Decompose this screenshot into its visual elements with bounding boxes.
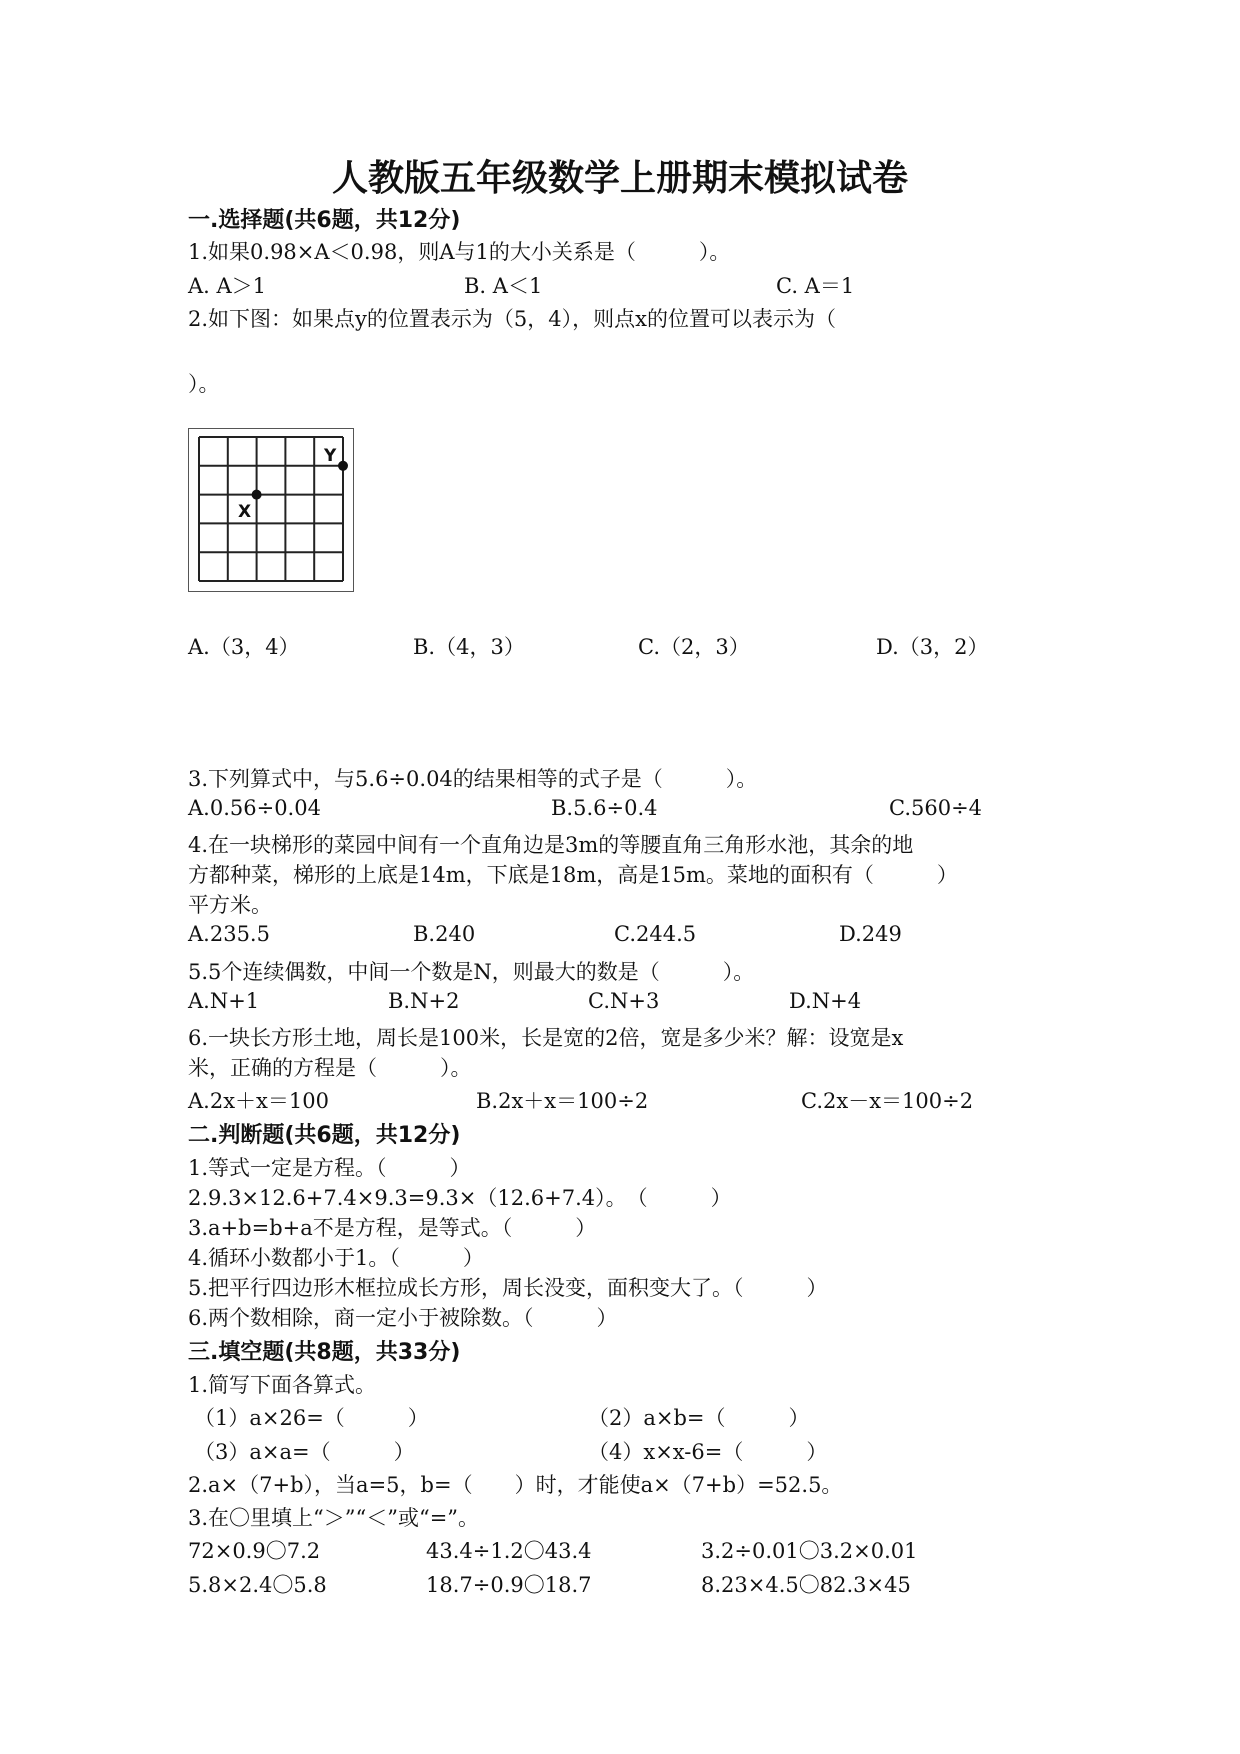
- compare-row2-item2: 18.7÷0.9〇18.7: [426, 1573, 592, 1597]
- q4-option-b: B.240: [413, 922, 476, 946]
- question-4-line1: 4.在一块梯形的菜园中间有一个直角边是3m的等腰直角三角形水池，其余的地: [188, 833, 914, 857]
- q3-option-b: B.5.6÷0.4: [551, 796, 658, 820]
- q3-option-c: C.560÷4: [889, 796, 983, 820]
- page-title: 人教版五年级数学上册期末模拟试卷: [331, 157, 908, 199]
- q6-option-a: A.2x＋x＝100: [188, 1089, 329, 1113]
- judgment-item-6: 6.两个数相除，商一定小于被除数。（ ）: [188, 1306, 618, 1330]
- coordinate-grid-figure: [188, 428, 354, 592]
- q4-option-a: A.235.5: [188, 922, 270, 946]
- fill-q1-item-1: （1）a×26=（ ）: [194, 1406, 429, 1430]
- q2-option-d: D.（3，2）: [876, 635, 989, 659]
- question-3-text: 3.下列算式中，与5.6÷0.04的结果相等的式子是（ ）。: [188, 767, 758, 791]
- grid-svg: [189, 429, 353, 591]
- q5-option-b: B.N+2: [388, 989, 460, 1013]
- fill-question-2-text: 2.a×（7+b），当a=5，b=（ ）时，才能使a×（7+b）=52.5。: [188, 1473, 843, 1497]
- question-2-text: 2.如下图：如果点y的位置表示为（5，4），则点x的位置可以表示为（: [188, 307, 836, 331]
- fill-q1-item-2: （2）a×b=（ ）: [588, 1406, 810, 1430]
- compare-row1-item2: 43.4÷1.2〇43.4: [426, 1539, 592, 1563]
- q6-option-b: B.2x＋x＝100÷2: [476, 1089, 649, 1113]
- compare-row1-item3: 3.2÷0.01〇3.2×0.01: [701, 1539, 918, 1563]
- question-6-line1: 6.一块长方形土地，周长是100米，长是宽的2倍，宽是多少米？解：设宽是x: [188, 1026, 904, 1050]
- judgment-item-4: 4.循环小数都小于1。（ ）: [188, 1246, 484, 1270]
- compare-row1-item1: 72×0.9〇7.2: [188, 1539, 321, 1563]
- section-heading-fill-blank: 三.填空题(共8题，共33分): [188, 1340, 461, 1365]
- fill-question-3-text: 3.在〇里填上“＞”“＜”或“=”。: [188, 1506, 480, 1530]
- question-4-line3: 平方米。: [188, 893, 272, 917]
- question-4-line2: 方都种菜，梯形的上底是14m，下底是18m，高是15m。菜地的面积有（ ）: [188, 863, 958, 887]
- section-heading-choice: 一.选择题(共6题，共12分): [188, 208, 461, 233]
- judgment-item-3: 3.a+b=b+a不是方程，是等式。（ ）: [188, 1216, 597, 1240]
- q5-option-c: C.N+3: [588, 989, 660, 1013]
- point-y: [338, 461, 348, 471]
- compare-row2-item1: 5.8×2.4〇5.8: [188, 1573, 327, 1597]
- judgment-item-2: 2.9.3×12.6+7.4×9.3=9.3×（12.6+7.4）。 （ ）: [188, 1186, 732, 1210]
- grid-label-x: X: [238, 502, 252, 522]
- point-x: [252, 490, 262, 500]
- q1-option-b: B. A＜1: [464, 274, 543, 298]
- q1-option-c: C. A＝1: [776, 274, 855, 298]
- q5-option-d: D.N+4: [789, 989, 862, 1013]
- q5-option-a: A.N+1: [188, 989, 260, 1013]
- q3-option-a: A.0.56÷0.04: [188, 796, 321, 820]
- question-2-text-cont: ）。: [188, 372, 220, 396]
- section-heading-judgment: 二.判断题(共6题，共12分): [188, 1123, 461, 1148]
- judgment-item-5: 5.把平行四边形木框拉成长方形，周长没变，面积变大了。（ ）: [188, 1276, 828, 1300]
- q2-option-a: A.（3，4）: [188, 635, 300, 659]
- q6-option-c: C.2x－x＝100÷2: [801, 1089, 974, 1113]
- q4-option-c: C.244.5: [614, 922, 697, 946]
- q2-option-b: B.（4，3）: [413, 635, 525, 659]
- question-5-text: 5.5个连续偶数，中间一个数是N，则最大的数是（ ）。: [188, 960, 755, 984]
- q1-option-a: A. A＞1: [188, 274, 267, 298]
- judgment-item-1: 1.等式一定是方程。（ ）: [188, 1156, 471, 1180]
- compare-row2-item3: 8.23×4.5〇82.3×45: [701, 1573, 911, 1597]
- q2-option-c: C.（2，3）: [638, 635, 750, 659]
- q4-option-d: D.249: [839, 922, 902, 946]
- question-6-line2: 米，正确的方程是（ ）。: [188, 1056, 472, 1080]
- fill-q1-item-4: （4）x×x-6=（ ）: [588, 1440, 828, 1464]
- grid-label-y: Y: [324, 446, 337, 466]
- fill-question-1-text: 1.简写下面各算式。: [188, 1373, 377, 1397]
- question-1-text: 1.如果0.98×A＜0.98，则A与1的大小关系是（ ）。: [188, 240, 731, 264]
- fill-q1-item-3: （3）a×a=（ ）: [194, 1440, 415, 1464]
